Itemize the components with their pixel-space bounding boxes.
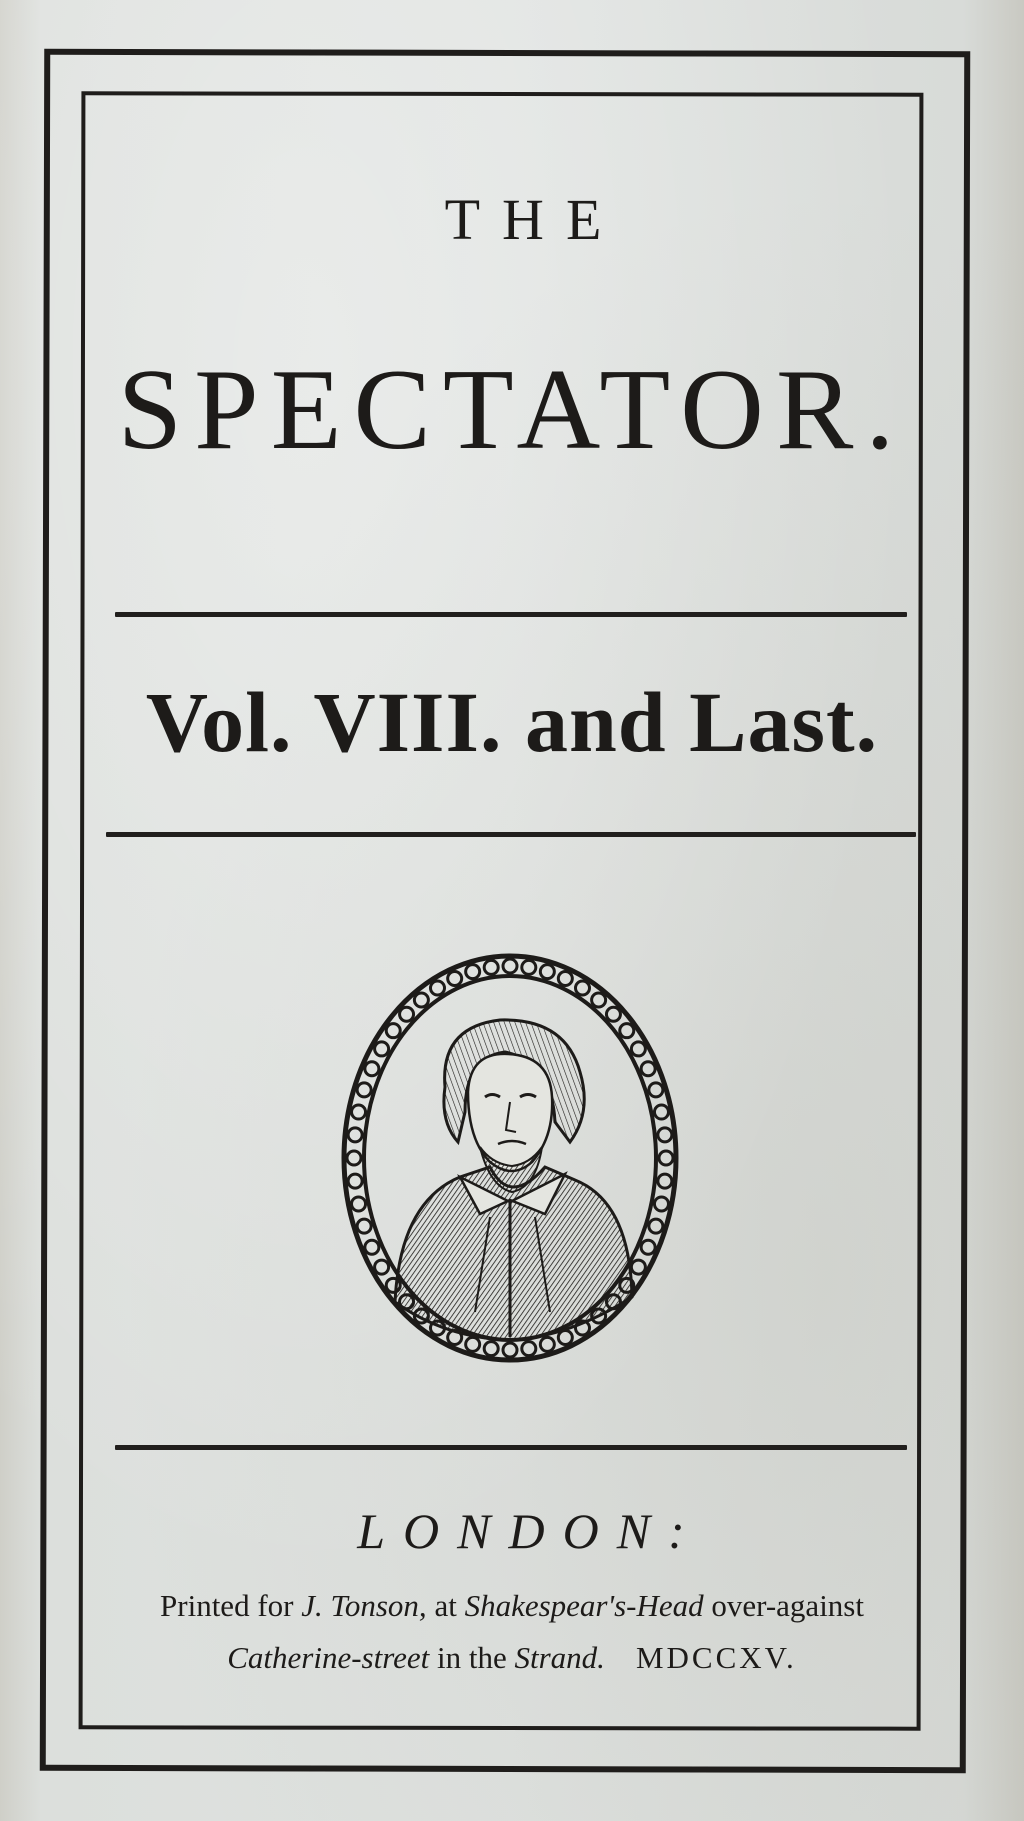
bead [348,1128,362,1142]
bead [375,1042,389,1056]
bead [431,981,445,995]
imprint-in-the: in the [429,1640,515,1675]
bead [386,1024,400,1038]
bead [352,1197,366,1211]
bead [484,960,498,974]
bead [649,1083,663,1097]
bead [558,971,572,985]
bead [540,965,554,979]
divider-rule-bottom [115,1445,907,1450]
bead [400,1007,414,1021]
bead [347,1151,361,1165]
bead [503,1343,517,1357]
bead [641,1062,655,1076]
bead [357,1219,371,1233]
bead [348,1174,362,1188]
imprint-street: Catherine-street [227,1640,430,1675]
imprint-at: at [426,1588,465,1623]
bead [540,1337,554,1351]
bead [484,1342,498,1356]
bead [658,1128,672,1142]
bead [414,993,428,1007]
volume-line: Vol. VIII. and Last. [145,674,879,770]
bead [575,981,589,995]
bead [659,1151,673,1165]
shakespeare-portrait-medallion [340,952,680,1364]
imprint-place: LONDON: [357,1503,703,1559]
imprint-date: MDCCXV. [635,1640,797,1675]
imprint-sign: Shakespear's-Head [464,1588,704,1623]
bead [654,1105,668,1119]
divider-rule-top [115,612,907,617]
bead [466,1337,480,1351]
imprint-line-2 [0,1640,1024,1676]
title-the: THE [444,187,624,252]
bead [631,1042,645,1056]
bead [466,965,480,979]
imprint-line-1 [0,1588,1024,1624]
bead [522,1342,536,1356]
bead [649,1219,663,1233]
imprint-over-against: over-against [703,1588,864,1623]
imprint-strand: Strand. [514,1640,605,1675]
bead [503,959,517,973]
bead [641,1240,655,1254]
bead [558,1331,572,1345]
divider-rule-middle [106,832,916,837]
bead [365,1240,379,1254]
bead [448,971,462,985]
bead [658,1174,672,1188]
bead [631,1260,645,1274]
bead [352,1105,366,1119]
inner-border [79,91,924,1730]
bead [592,993,606,1007]
imprint-printed-for: Printed for [160,1588,302,1623]
bead [654,1197,668,1211]
bead [357,1083,371,1097]
bead [620,1024,634,1038]
bead [365,1062,379,1076]
bead [606,1007,620,1021]
portrait-figure [395,1020,632,1340]
imprint-printer: J. Tonson, [301,1588,427,1623]
bead [375,1260,389,1274]
bead [522,960,536,974]
title-spectator: SPECTATOR. [117,346,907,474]
